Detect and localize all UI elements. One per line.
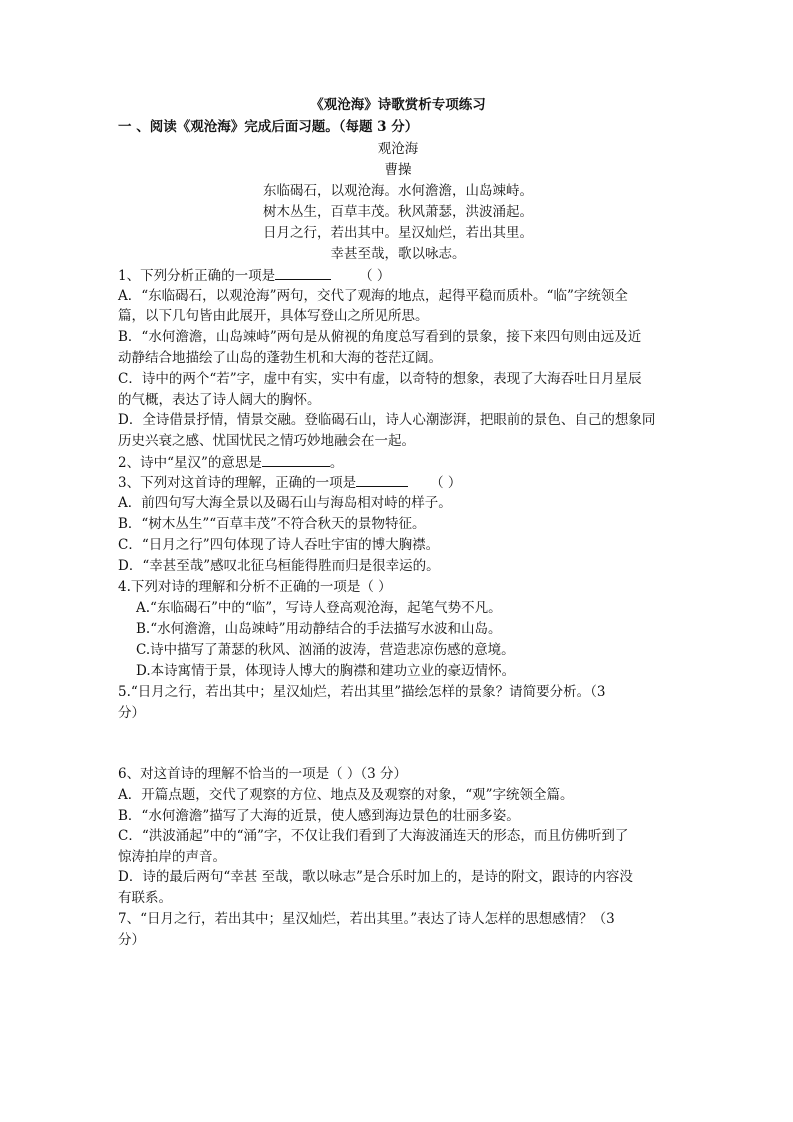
option-line: 动静结合地描绘了山岛的蓬勃生机和大海的苍茫辽阔。 [118, 350, 442, 366]
question-4-stem: 4.下列对诗的理解和分析不正确的一项是（ ） [118, 579, 392, 595]
option-line: 历史兴衰之感、忧国忧民之情巧妙地融会在一起。 [118, 433, 415, 449]
option-line: B.“水何澹澹，山岛竦峙”用动静结合的手法描写水波和山岛。 [136, 621, 502, 637]
option-line: 惊涛拍岸的声音。 [118, 849, 226, 865]
option-line: B．“水何澹澹”描写了大海的近景，使人感到海边景色的壮丽多姿。 [118, 808, 520, 824]
poem-line: 东临碣石，以观沧海。水何澹澹，山岛竦峙。 [263, 183, 533, 199]
answer-blank[interactable] [275, 265, 331, 280]
option-line: A.“东临碣石”中的“临”，写诗人登高观沧海，起笔气势不凡。 [136, 600, 502, 616]
question-text: 2、诗中“星汉”的意思是 [118, 455, 262, 471]
option-line: 篇，以下几句皆由此展开，具体写登山之所见所思。 [118, 308, 429, 324]
poem-line: 树木丛生，百草丰茂。秋风萧瑟，洪波涌起。 [263, 204, 533, 220]
option-line: D．全诗借景抒情，情景交融。登临碣石山，诗人心潮澎湃，把眼前的景色、自己的想象同 [118, 412, 656, 428]
question-1-stem [118, 265, 678, 286]
option-line: 的气概，表达了诗人阔大的胸怀。 [118, 392, 321, 408]
option-line: C．“洪波涌起”中的“涌”字，不仅让我们看到了大海波涌连天的形态，而且仿佛听到了 [118, 828, 629, 844]
question-5-stem-cont: 分） [118, 705, 145, 721]
option-line: D．“幸甚至哉”感叹北征乌桓能得胜而归是很幸运的。 [118, 558, 440, 574]
option-line: A．“东临碣石，以观沧海”两句，交代了观海的地点，起得平稳而质朴。“临”字统领全 [118, 288, 628, 304]
question-text: 3、下列对这首诗的理解，正确的一项是 [118, 475, 357, 491]
option-line: B．“水何澹澹，山岛竦峙”两句是从俯视的角度总写看到的景象，接下来四句则由远及近 [118, 329, 642, 345]
question-text: 1、下列分析正确的一项是 [118, 268, 276, 284]
option-line: A．开篇点题，交代了观察的方位、地点及及观察的对象，“观”字统领全篇。 [118, 787, 574, 803]
answer-blank[interactable] [262, 452, 330, 467]
option-line: D．诗的最后两句“幸甚 至哉，歌以咏志”是合乐时加上的，是诗的附文，跟诗的内容没 [118, 869, 633, 885]
option-line: A．前四句写大海全景以及碣石山与海岛相对峙的样子。 [118, 495, 452, 511]
question-end: 。 [329, 455, 344, 471]
question-3-stem [118, 472, 678, 493]
answer-blank[interactable] [356, 472, 408, 487]
poem-title: 观沧海 [377, 141, 419, 157]
page-title: 《观沧海》诗歌赏析专项练习 [310, 97, 486, 113]
question-7-stem: 7、“日月之行，若出其中；星汉灿烂，若出其里。”表达了诗人怎样的思想感情？（3 [118, 911, 615, 927]
question-7-stem-cont: 分） [118, 932, 145, 948]
poem-line: 幸甚至哉，歌以咏志。 [330, 246, 466, 262]
option-line: C．“日月之行”四句体现了诗人吞吐宇宙的博大胸襟。 [118, 537, 440, 553]
poem-author: 曹操 [384, 162, 412, 178]
option-line: C．诗中的两个“若”字，虚中有实，实中有虚，以奇特的想象，表现了大海吞吐日月星辰 [118, 371, 642, 387]
section-heading: 一 、阅读《观沧海》完成后面习题。（每题 3 分） [118, 119, 419, 135]
option-line: C.诗中描写了萧瑟的秋风、汹涌的波涛，营造悲凉伤感的意境。 [136, 642, 515, 658]
option-line: B．“树木丛生”“百草丰茂”不符合秋天的景物特征。 [118, 516, 426, 532]
question-6-stem: 6、对这首诗的理解不恰当的一项是（ ）（3 分） [118, 766, 408, 782]
answer-paren: （ ） [359, 268, 391, 284]
question-5-stem: 5.“日月之行，若出其中；星汉灿烂，若出其里”描绘怎样的景象？请简要分析。（3 [118, 684, 606, 700]
poem-line: 日月之行，若出其中。星汉灿烂，若出其里。 [263, 225, 533, 241]
option-line: 有联系。 [118, 890, 172, 906]
answer-paren: （ ） [430, 475, 462, 491]
question-2-stem [118, 452, 678, 473]
option-line: D.本诗寓情于景，体现诗人博大的胸襟和建功立业的豪迈情怀。 [136, 663, 516, 679]
